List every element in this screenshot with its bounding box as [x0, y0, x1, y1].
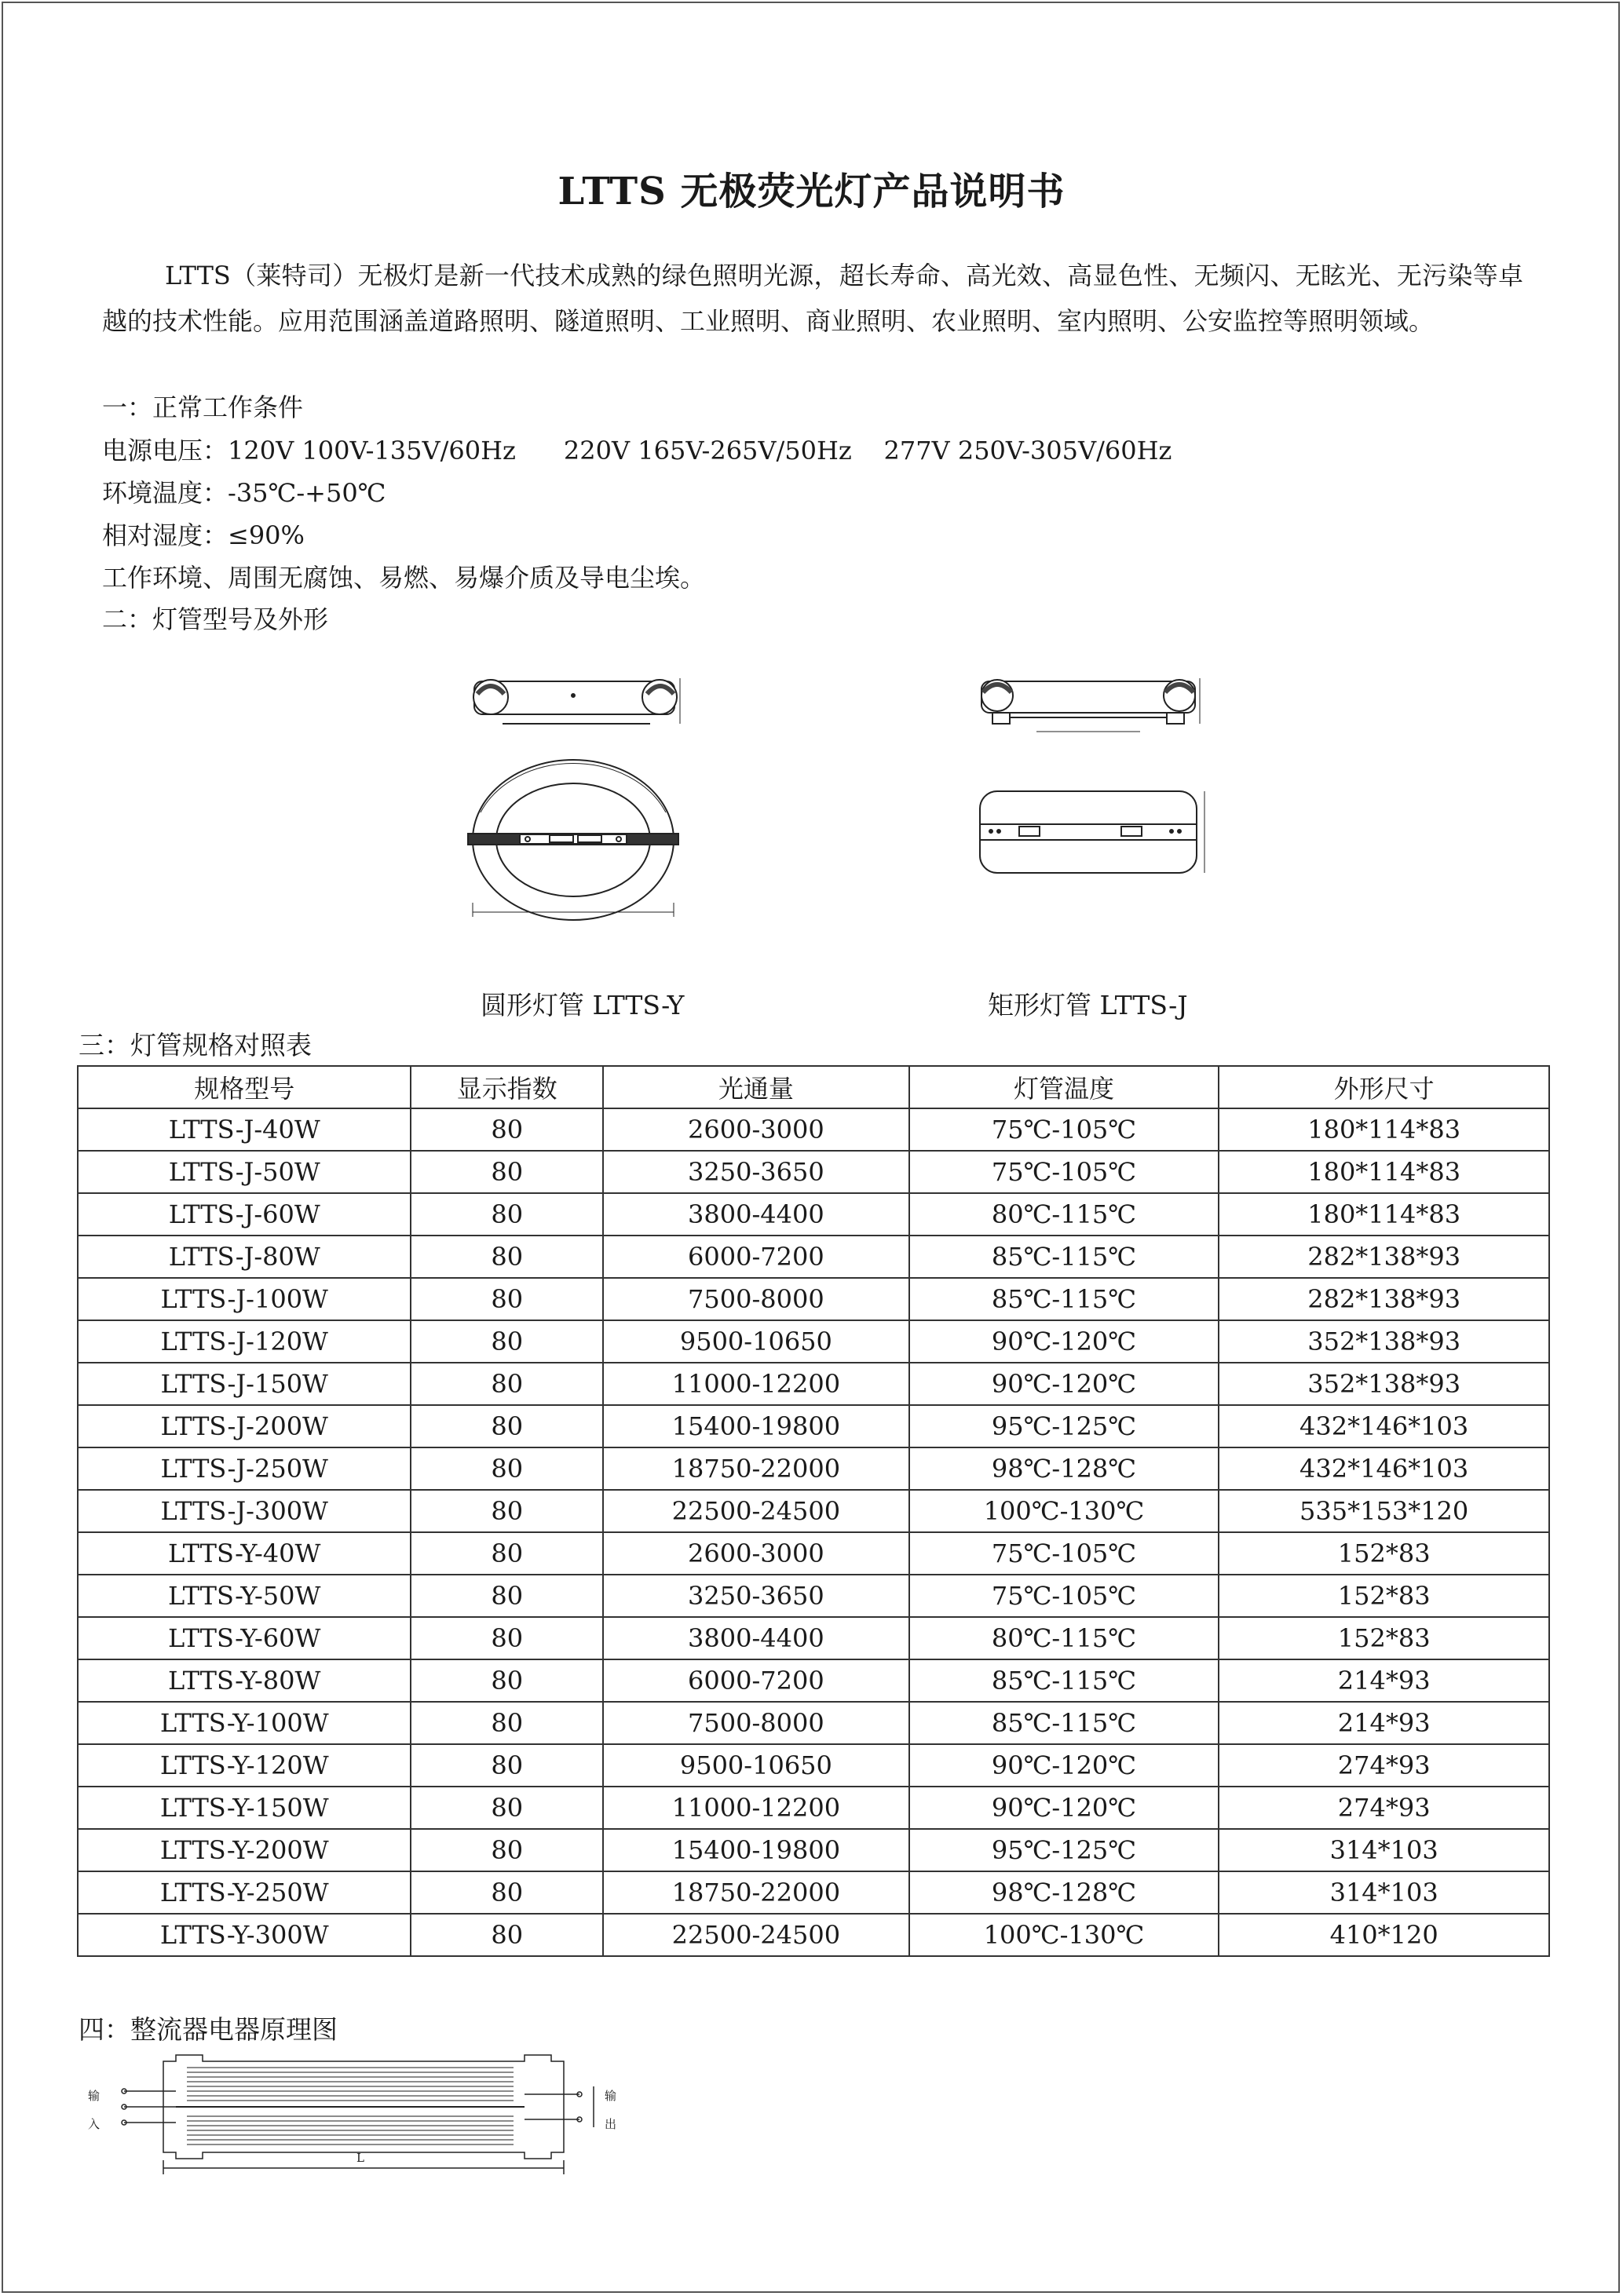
table-cell: LTTS-Y-200W [78, 1829, 411, 1871]
table-row [78, 1151, 1549, 1193]
table-cell: 80℃-115℃ [909, 1193, 1219, 1236]
table-cell: LTTS-J-250W [78, 1447, 411, 1490]
table-cell: 80 [411, 1659, 603, 1702]
voltage-line: 电源电压：120V 100V-135V/60Hz 220V 165V-265V/50Hz 277V 250V-305V/60Hz [102, 436, 1172, 465]
table-cell: 80 [411, 1278, 603, 1320]
table-cell: 80 [411, 1829, 603, 1871]
rect-lamp-caption: 矩形灯管 LTTS-J [988, 990, 1188, 1020]
table-cell: LTTS-Y-120W [78, 1744, 411, 1787]
table-cell: 80 [411, 1617, 603, 1659]
table-cell: 75℃-105℃ [909, 1575, 1219, 1617]
table-row [78, 1532, 1549, 1575]
table-cell: LTTS-Y-250W [78, 1871, 411, 1914]
column-header: 光通量 [603, 1066, 909, 1108]
table-cell: 3800-4400 [603, 1193, 909, 1236]
table-cell: 15400-19800 [603, 1405, 909, 1447]
table-row [78, 1702, 1549, 1744]
table-cell: 80 [411, 1744, 603, 1787]
table-cell: LTTS-J-100W [78, 1278, 411, 1320]
table-row [78, 1787, 1549, 1829]
table-cell: 95℃-125℃ [909, 1405, 1219, 1447]
table-cell: 535*153*120 [1219, 1490, 1549, 1532]
table-cell: 2600-3000 [603, 1108, 909, 1151]
table-cell: 9500-10650 [603, 1744, 909, 1787]
table-cell: 100℃-130℃ [909, 1490, 1219, 1532]
table-row [78, 1659, 1549, 1702]
table-cell: LTTS-Y-40W [78, 1532, 411, 1575]
table-cell: LTTS-Y-80W [78, 1659, 411, 1702]
table-row [78, 1744, 1549, 1787]
table-cell: 80 [411, 1108, 603, 1151]
table-cell: 95℃-125℃ [909, 1829, 1219, 1871]
table-cell: LTTS-J-300W [78, 1490, 411, 1532]
table-cell: 152*83 [1219, 1617, 1549, 1659]
table-row [78, 1193, 1549, 1236]
table-cell: 80 [411, 1490, 603, 1532]
table-cell: 214*93 [1219, 1702, 1549, 1744]
table-cell: 80 [411, 1320, 603, 1363]
table-cell: LTTS-J-150W [78, 1363, 411, 1405]
table-row [78, 1490, 1549, 1532]
section2-heading: 二：灯管型号及外形 [102, 604, 329, 634]
column-header: 显示指数 [411, 1066, 603, 1108]
table-cell: 22500-24500 [603, 1490, 909, 1532]
table-cell: LTTS-Y-100W [78, 1702, 411, 1744]
spec-table [77, 1065, 1550, 1957]
table-cell: 80 [411, 1871, 603, 1914]
table-cell: 80 [411, 1151, 603, 1193]
table-cell: 352*138*93 [1219, 1320, 1549, 1363]
table-cell: LTTS-J-60W [78, 1193, 411, 1236]
table-cell: 18750-22000 [603, 1447, 909, 1490]
table-cell: 75℃-105℃ [909, 1532, 1219, 1575]
table-cell: 80 [411, 1914, 603, 1956]
table-cell: 274*93 [1219, 1787, 1549, 1829]
table-cell: 282*138*93 [1219, 1278, 1549, 1320]
table-cell: 80℃-115℃ [909, 1617, 1219, 1659]
table-cell: 6000-7200 [603, 1236, 909, 1278]
table-cell: 98℃-128℃ [909, 1871, 1219, 1914]
table-cell: 18750-22000 [603, 1871, 909, 1914]
column-header: 灯管温度 [909, 1066, 1219, 1108]
table-cell: LTTS-J-80W [78, 1236, 411, 1278]
table-cell: 80 [411, 1363, 603, 1405]
section3-heading: 三：灯管规格对照表 [79, 1030, 312, 1060]
table-cell: LTTS-Y-50W [78, 1575, 411, 1617]
table-cell: 85℃-115℃ [909, 1702, 1219, 1744]
table-cell: 214*93 [1219, 1659, 1549, 1702]
document-title: LTTS 无极荧光灯产品说明书 [557, 170, 1066, 214]
ballast-input-label: 输入 [88, 2089, 101, 2131]
ballast-diagram [77, 2050, 642, 2184]
table-cell: 80 [411, 1702, 603, 1744]
table-cell: 85℃-115℃ [909, 1278, 1219, 1320]
table-cell: 75℃-105℃ [909, 1108, 1219, 1151]
table-cell: 282*138*93 [1219, 1236, 1549, 1278]
table-cell: 6000-7200 [603, 1659, 909, 1702]
table-cell: 75℃-105℃ [909, 1151, 1219, 1193]
table-row [78, 1447, 1549, 1490]
ballast-length-label: L [356, 2151, 364, 2165]
column-header: 外形尺寸 [1219, 1066, 1549, 1108]
table-cell: 314*103 [1219, 1829, 1549, 1871]
table-row [78, 1405, 1549, 1447]
table-cell: 3250-3650 [603, 1575, 909, 1617]
section4-heading: 四：整流器电器原理图 [79, 2014, 338, 2045]
temperature-line: 环境温度：-35℃-+50℃ [102, 478, 386, 508]
table-cell: 90℃-120℃ [909, 1363, 1219, 1405]
table-row [78, 1363, 1549, 1405]
table-cell: 11000-12200 [603, 1363, 909, 1405]
table-cell: 180*114*83 [1219, 1108, 1549, 1151]
table-cell: 2600-3000 [603, 1532, 909, 1575]
table-cell: 90℃-120℃ [909, 1320, 1219, 1363]
table-cell: LTTS-Y-300W [78, 1914, 411, 1956]
table-row [78, 1617, 1549, 1659]
table-cell: 432*146*103 [1219, 1447, 1549, 1490]
table-cell: 100℃-130℃ [909, 1914, 1219, 1956]
table-cell: 152*83 [1219, 1575, 1549, 1617]
table-cell: 80 [411, 1193, 603, 1236]
table-row [78, 1829, 1549, 1871]
table-cell: 152*83 [1219, 1532, 1549, 1575]
table-cell: 80 [411, 1575, 603, 1617]
table-cell: 80 [411, 1787, 603, 1829]
table-cell: LTTS-Y-150W [78, 1787, 411, 1829]
table-row [78, 1236, 1549, 1278]
table-cell: 180*114*83 [1219, 1151, 1549, 1193]
table-row [78, 1108, 1549, 1151]
table-cell: 352*138*93 [1219, 1363, 1549, 1405]
intro-paragraph: LTTS（莱特司）无极灯是新一代技术成熟的绿色照明光源，超长寿命、高光效、高显色性、无频闪、无眩光、无污染等卓越的技术性能。应用范围涵盖道路照明、隧道照明、工业照明、商业照明、农业照明、室内照明、公安监控等照明领域。 [102, 261, 1523, 336]
table-cell: 7500-8000 [603, 1278, 909, 1320]
table-cell: 80 [411, 1532, 603, 1575]
humidity-line: 相对湿度：≤90% [102, 520, 305, 550]
table-cell: 15400-19800 [603, 1829, 909, 1871]
table-cell: 98℃-128℃ [909, 1447, 1219, 1490]
environment-line: 工作环境、周围无腐蚀、易燃、易爆介质及导电尘埃。 [102, 563, 706, 593]
table-cell: LTTS-J-40W [78, 1108, 411, 1151]
section1-heading: 一：正常工作条件 [102, 392, 304, 422]
table-cell: 85℃-115℃ [909, 1659, 1219, 1702]
table-cell: 314*103 [1219, 1871, 1549, 1914]
table-cell: 22500-24500 [603, 1914, 909, 1956]
table-cell: LTTS-Y-60W [78, 1617, 411, 1659]
round-lamp-drawing [463, 667, 691, 922]
table-row [78, 1278, 1549, 1320]
table-header-row [78, 1066, 1549, 1108]
table-body [78, 1108, 1549, 1956]
table-row [78, 1575, 1549, 1617]
table-row [78, 1871, 1549, 1914]
table-cell: 85℃-115℃ [909, 1236, 1219, 1278]
table-cell: LTTS-J-200W [78, 1405, 411, 1447]
table-cell: 180*114*83 [1219, 1193, 1549, 1236]
table-cell: 7500-8000 [603, 1702, 909, 1744]
table-cell: 11000-12200 [603, 1787, 909, 1829]
table-cell: 3250-3650 [603, 1151, 909, 1193]
ballast-output-label: 输出 [605, 2089, 617, 2131]
rect-lamp-drawing [974, 667, 1209, 887]
table-cell: 80 [411, 1405, 603, 1447]
table-cell: 9500-10650 [603, 1320, 909, 1363]
table-cell: LTTS-J-120W [78, 1320, 411, 1363]
round-lamp-caption: 圆形灯管 LTTS-Y [481, 990, 685, 1020]
table-cell: LTTS-J-50W [78, 1151, 411, 1193]
column-header: 规格型号 [78, 1066, 411, 1108]
table-cell: 3800-4400 [603, 1617, 909, 1659]
table-cell: 80 [411, 1447, 603, 1490]
table-row [78, 1320, 1549, 1363]
table-cell: 410*120 [1219, 1914, 1549, 1956]
table-cell: 274*93 [1219, 1744, 1549, 1787]
table-cell: 80 [411, 1236, 603, 1278]
table-cell: 90℃-120℃ [909, 1787, 1219, 1829]
table-cell: 90℃-120℃ [909, 1744, 1219, 1787]
table-row [78, 1914, 1549, 1956]
table-cell: 432*146*103 [1219, 1405, 1549, 1447]
